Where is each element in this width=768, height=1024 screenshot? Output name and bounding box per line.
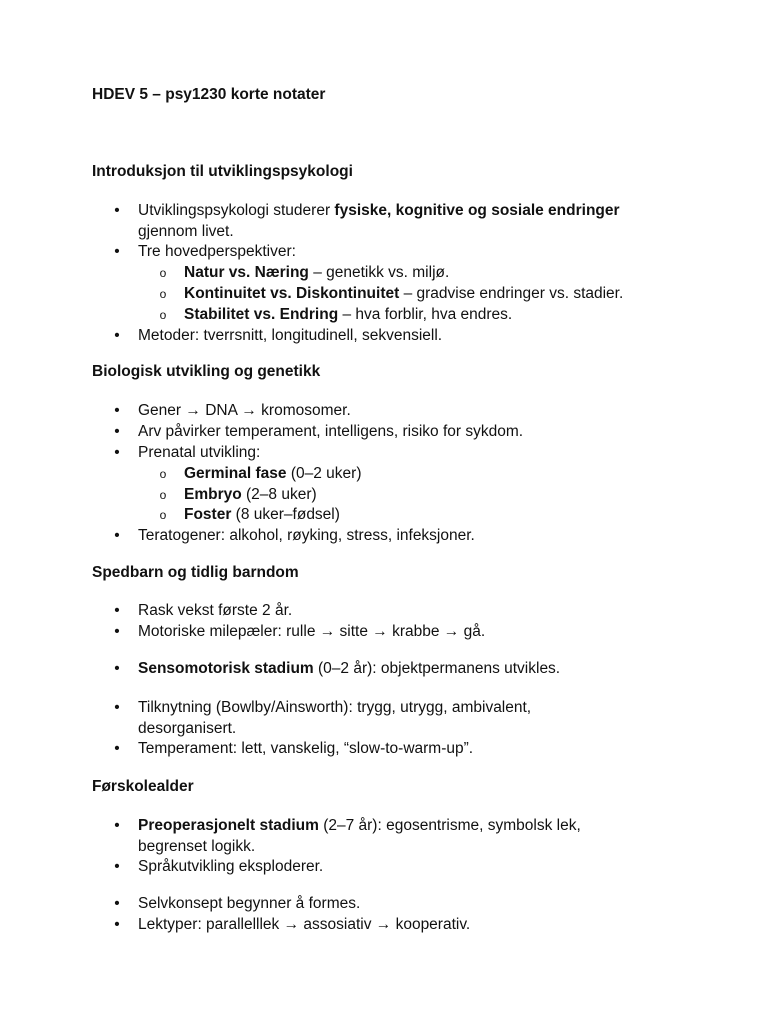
bullet-icon: • [114, 858, 120, 875]
sub-bullet-icon: o [159, 287, 167, 301]
bullet-icon: • [114, 916, 120, 933]
item-text-plain: Temperament: lett, vanskelig, “slow-to-warm-up”. [138, 740, 474, 757]
list-item-text [138, 894, 658, 915]
list-item-text [184, 505, 664, 526]
item-text-bold: Foster [184, 506, 232, 523]
list-item-text [138, 739, 658, 760]
sub-bullet-icon: o [159, 467, 167, 481]
list-item-text [138, 601, 658, 622]
item-text-plain: Metoder: tverrsnitt, longitudinell, sekvensiell. [138, 327, 443, 344]
item-text-plain: (8 uker–fødsel) [231, 506, 340, 523]
item-text-plain: Lektyper: parallelllek → assosiativ → kooperativ. [138, 916, 471, 933]
sub-bullet-icon: o [159, 308, 167, 322]
item-text-bold: Embryo [184, 486, 242, 503]
list-item-text [184, 263, 664, 284]
item-text-plain: Utviklingspsykologi studerer [138, 202, 335, 219]
list-item-text [138, 622, 658, 643]
bullet-icon: • [114, 602, 120, 619]
list-item-text [138, 242, 658, 263]
bullet-icon: • [114, 660, 120, 677]
section-heading: Introduksjon til utviklingspsykologi [92, 163, 353, 180]
bullet-icon: • [114, 243, 120, 260]
item-text-plain: (2–8 uker) [241, 486, 317, 503]
sub-bullet-icon: o [159, 266, 167, 280]
list-item-text [184, 284, 664, 305]
item-text-bold: Germinal fase [184, 465, 287, 482]
list-item-text [138, 201, 658, 242]
bullet-icon: • [114, 202, 120, 219]
list-item-text [184, 464, 664, 485]
item-text-bold: Natur vs. Næring [184, 264, 309, 281]
item-text-plain: Språkutvikling eksploderer. [138, 858, 324, 875]
item-text-bold: Stabilitet vs. Endring [184, 306, 339, 323]
list-item-text [184, 485, 664, 506]
bullet-icon: • [114, 527, 120, 544]
item-text-continuation: begrenset logikk. [138, 837, 256, 855]
item-text-bold: Preoperasjonelt stadium [138, 817, 319, 834]
list-item-text [138, 422, 658, 443]
item-text-plain: (0–2 uker) [286, 465, 362, 482]
section-heading: Spedbarn og tidlig barndom [92, 564, 299, 581]
sub-bullet-icon: o [159, 508, 167, 522]
item-text-plain: – gradvise endringer vs. stadier. [399, 285, 624, 302]
item-text-plain: (0–2 år): objektpermanens utvikles. [313, 660, 561, 677]
item-text-plain: (2–7 år): egosentrisme, symbolsk lek, [318, 817, 581, 834]
bullet-icon: • [114, 402, 120, 419]
list-item-text [138, 698, 658, 739]
item-text-plain: Gener → DNA → kromosomer. [138, 402, 351, 419]
list-item-text [138, 326, 658, 347]
item-text-plain: Selvkonsept begynner å formes. [138, 895, 361, 912]
bullet-icon: • [114, 817, 120, 834]
list-item-text [138, 401, 658, 422]
bullet-icon: • [114, 444, 120, 461]
item-text-plain: Rask vekst første 2 år. [138, 602, 293, 619]
list-item-text [138, 443, 658, 464]
document-title: HDEV 5 – psy1230 korte notater [92, 86, 326, 103]
item-text-plain: – genetikk vs. miljø. [308, 264, 450, 281]
bullet-icon: • [114, 895, 120, 912]
item-text-plain: – hva forblir, hva endres. [338, 306, 513, 323]
section-heading: Biologisk utvikling og genetikk [92, 363, 321, 380]
item-text-continuation: desorganisert. [138, 719, 237, 737]
list-item-text [138, 526, 658, 547]
bullet-icon: • [114, 699, 120, 716]
list-item-text [184, 305, 664, 326]
bullet-icon: • [114, 623, 120, 640]
list-item-text [138, 915, 658, 936]
item-text-plain: Tre hovedperspektiver: [138, 243, 296, 260]
item-text-bold: Kontinuitet vs. Diskontinuitet [184, 285, 400, 302]
sub-bullet-icon: o [159, 488, 167, 502]
item-text-plain: Teratogener: alkohol, røyking, stress, infeksjoner. [138, 527, 475, 544]
bullet-icon: • [114, 327, 120, 344]
list-item-text [138, 857, 658, 878]
item-text-plain: Arv påvirker temperament, intelligens, risiko for sykdom. [138, 423, 524, 440]
item-text-bold: Sensomotorisk stadium [138, 660, 314, 677]
bullet-icon: • [114, 740, 120, 757]
item-text-plain: Motoriske milepæler: rulle → sitte → krabbe → gå. [138, 623, 486, 640]
section-heading: Førskolealder [92, 778, 194, 795]
item-text-continuation: gjennom livet. [138, 222, 234, 240]
list-item-text [138, 659, 658, 680]
bullet-icon: • [114, 423, 120, 440]
item-text-plain: Prenatal utvikling: [138, 444, 261, 461]
item-text-plain: Tilknytning (Bowlby/Ainsworth): trygg, utrygg, ambivalent, [138, 699, 532, 716]
item-text-bold: fysiske, kognitive og sosiale endringer [334, 202, 620, 219]
list-item-text [138, 816, 658, 857]
